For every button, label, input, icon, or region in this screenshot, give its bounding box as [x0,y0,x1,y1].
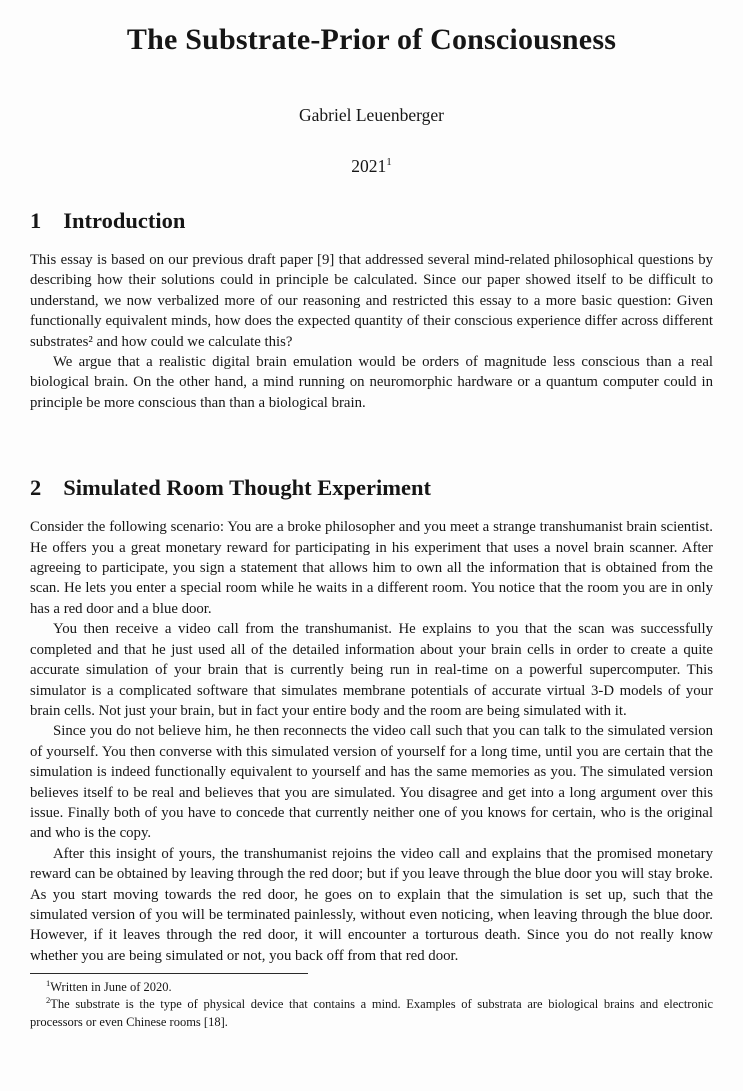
footnote [30,996,713,1030]
section-number: 1 [30,208,42,233]
paragraph: You then receive a video call from the transhumanist. He explains to you that the scan was successfully completed and that he just used all of the detailed information about your brain cells in order to create a quite accurate simulation of your brain that is currently being run in real-time on a powerful supercomputer. This simulator is a complicated software that simulates membrane potentials of accurate virtual 3-D models of your brain cells. Not just your brain, but in fact your entire body and the room are being simulated with it. [30,621,713,719]
paragraph: After this insight of yours, the transhumanist rejoins the video call and explains that the promised monetary reward can be obtained by leaving through the red door; but if you leave through the blue door you will stay broke. As you start moving towards the red door, he goes on to explain that the simulation is set up, such that the simulated version of you will be terminated painlessly, without even noticing, when leaving through the blue door. However, if it leaves through the red door, it will encounter a torturous death. Since you do not really know whether you are being simulated or not, you back off from that red door. [30,845,713,964]
footnote-text: The substrate is the type of physical device that contains a mind. Examples of substrata are biological brains and electronic processors or even Chinese rooms [18]. [30,997,713,1029]
publication-year [30,156,713,177]
footnotes [30,979,713,1031]
section-title: Introduction [63,208,186,233]
section-title: Simulated Room Thought Experiment [63,475,431,501]
author-name: Gabriel Leuenberger [299,105,444,125]
section-introduction [30,207,713,413]
year-footnote-mark: 1 [386,156,392,169]
paragraph: Consider the following scenario: You are a broke philosopher and you meet a strange transhumanist brain scientist. He offers you a great monetary reward for participating in his experiment that uses a novel brain scanner. After agreeing to participate, you sign a statement that allows him to own all the information that is obtained from the scan. He lets you enter a special room while he waits in a different room. You notice that the room you are in only has a red door and a blue door. [30,519,713,617]
footnote-separator [30,973,308,974]
paragraph: Since you do not believe him, he then reconnects the video call such that you can talk to the simulated version of yourself. You then converse with this simulated version of yourself for a long time, until you are certain that the simulation is indeed functionally equivalent to yourself and has the same memories as you. The simulated version believes itself to be real and believes that you are simulated. You disagree and get into a long argument over this issue. Finally both of you have to concede that currently neither one of you knows for certain, who is the original and who is the copy. [30,723,713,842]
section-heading [30,474,713,501]
footnote-mark: 1 [46,978,51,989]
section-simulated-room-thought-experiment [30,474,713,966]
footnote [30,979,713,996]
footnote-mark: 2 [46,995,51,1006]
paragraph: We argue that a realistic digital brain emulation would be orders of magnitude less conscious than a real biological brain. On the other hand, a mind running on neuromorphic hardware or a quantum computer could in principle be more conscious than than a biological brain. [30,354,713,411]
paragraph: This essay is based on our previous draft paper [9] that addressed several mind-related philosophical questions by describing how their solutions could in principle be calculated. Since our paper showed itself to be difficult to understand, we now verbalized more of our reasoning and restricted this essay to a more basic question: Given functionally equivalent minds, how does the expected quantity of their conscious experience differ across different substrates² and how could we calculate this? [30,252,713,350]
section-number: 2 [30,475,42,501]
footnote-text: Written in June of 2020. [50,980,172,995]
paper-title: The Substrate-Prior of Consciousness [126,23,617,56]
year-text: 2021 [351,156,387,176]
section-heading [30,207,713,234]
